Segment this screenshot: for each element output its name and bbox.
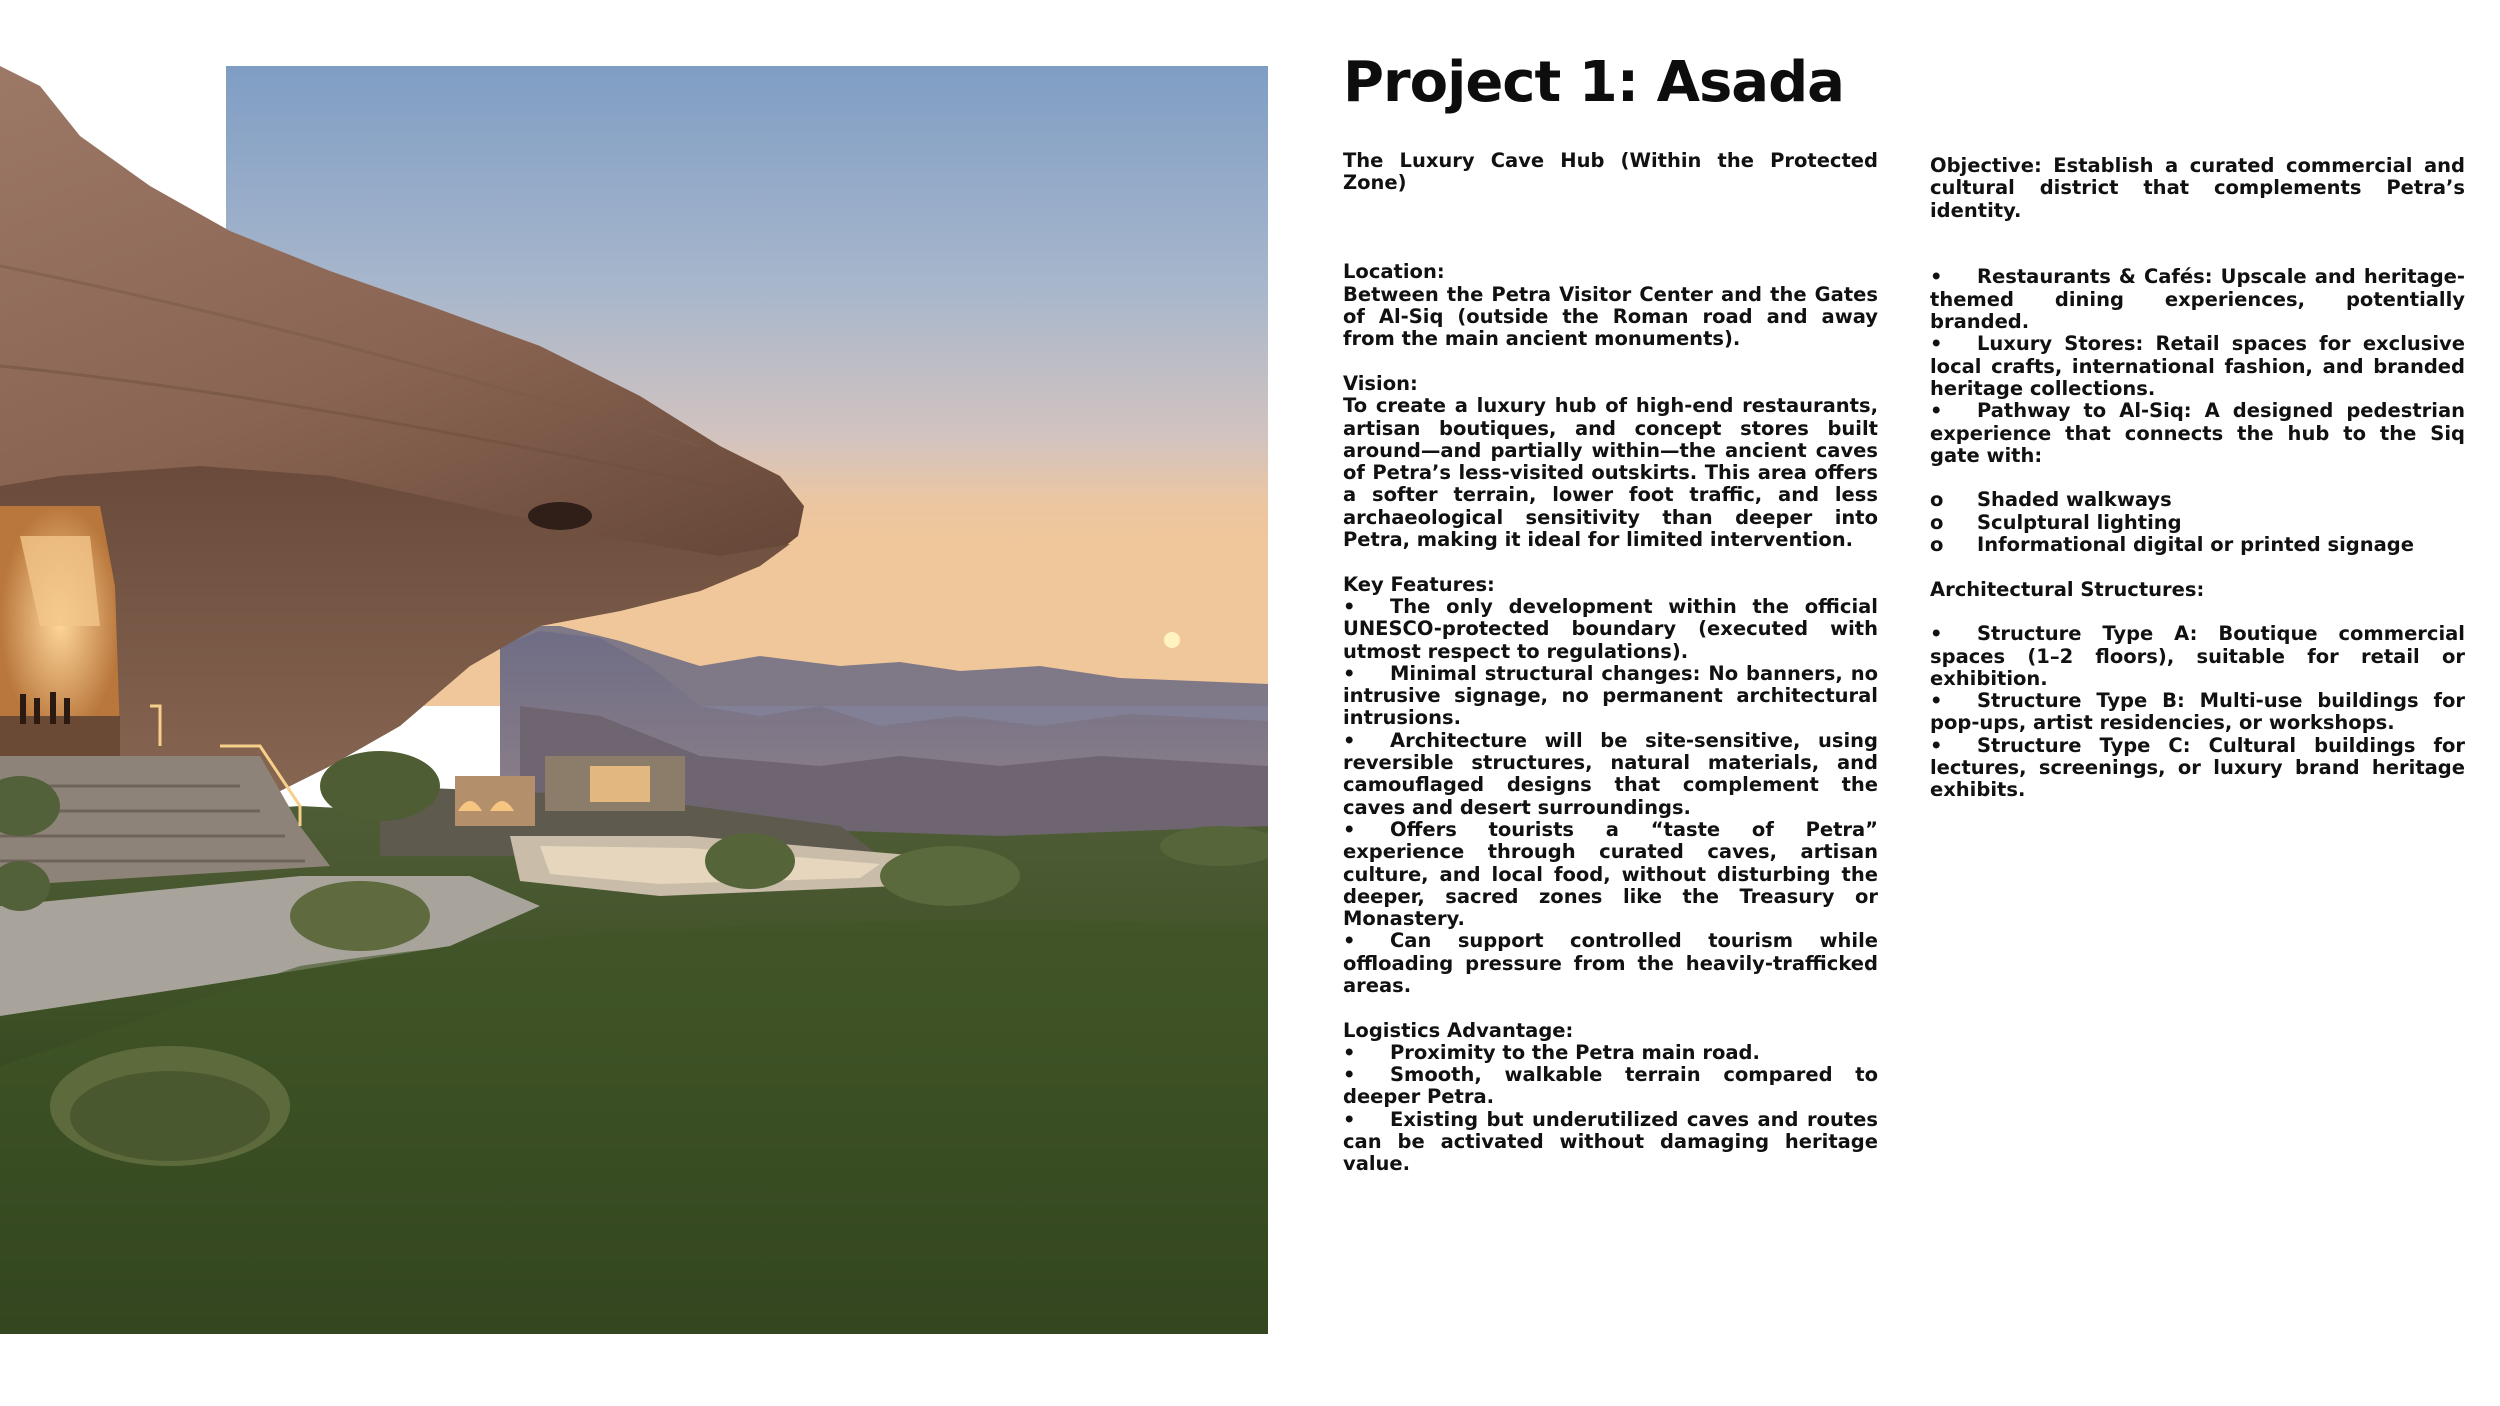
logistics-item: • Smooth, walkable terrain compared to deeper Petra. (1343, 1063, 1878, 1109)
structure-item: • Structure Type C: Cultural buildings for lectures, screenings, or luxury brand heritage exhibits. (1930, 733, 2465, 802)
right-column (1930, 155, 2465, 802)
pathway-item: o Sculptural lighting (1930, 510, 2182, 534)
hero-image (0, 66, 1268, 1334)
vision-heading: Vision: (1343, 371, 1418, 395)
vision-text: To create a luxury hub of high-end restaurants, artisan boutiques, and concept stores built around—and partially within—the ancient caves of Petra’s less-visited outskirts. This area offers a softer terrain, lower foot traffic, and less archaeological sensitivity than deeper into Petra, making it ideal for limited intervention. (1343, 394, 1878, 552)
subtitle: The Luxury Cave Hub (Within the Protected Zone) (1343, 149, 1878, 195)
offer-item: • Luxury Stores: Retail spaces for exclusive local crafts, international fashion, and branded heritage collections. (1930, 332, 2465, 400)
pathway-item: o Shaded walkways (1930, 488, 2172, 512)
logistics-item: • Existing but underutilized caves and routes can be activated without damaging heritage value. (1343, 1107, 1878, 1176)
location-text: Between the Petra Visitor Center and the Gates of Al-Siq (outside the Roman road and away from the main ancient monuments). (1343, 282, 1878, 351)
key-feature-item: • Can support controlled tourism while offloading pressure from the heavily-trafficked areas. (1343, 929, 1878, 997)
key-feature-item: • The only development within the official UNESCO-protected boundary (executed with utmost respect to regulations). (1343, 594, 1878, 663)
structure-item: • Structure Type A: Boutique commercial spaces (1–2 floors), suitable for retail or exhibition. (1930, 622, 2465, 690)
location-heading: Location: (1343, 260, 1445, 284)
left-column (1343, 150, 1878, 1176)
offer-item: • Restaurants & Cafés: Upscale and heritage-themed dining experiences, potentially branded. (1930, 265, 2465, 334)
objective-text: Objective: Establish a curated commercial and cultural district that complements Petra’s identity. (1930, 154, 2465, 222)
page-title: Project 1: Asada (1343, 50, 1844, 115)
key-feature-item: • Architecture will be site-sensitive, using reversible structures, natural materials, and camouflaged designs that complement the caves and desert surroundings. (1343, 728, 1878, 819)
key-feature-item: • Offers tourists a “taste of Petra” experience through curated caves, artisan culture, and local food, without disturbing the deeper, sacred zones like the Treasury or Monastery. (1343, 817, 1878, 931)
logistics-item: • Proximity to the Petra main road. (1343, 1040, 1760, 1064)
structure-item: • Structure Type B: Multi-use buildings for pop-ups, artist residencies, or workshops. (1930, 689, 2465, 735)
hero-illustration (0, 66, 1268, 1334)
key-features-heading: Key Features: (1343, 572, 1495, 596)
logistics-heading: Logistics Advantage: (1343, 1018, 1574, 1042)
offer-item: • Pathway to Al-Siq: A designed pedestrian experience that connects the hub to the Siq gate with: (1930, 399, 2465, 467)
key-feature-item: • Minimal structural changes: No banners, no intrusive signage, no permanent architectural intrusions. (1343, 661, 1878, 730)
pathway-item: o Informational digital or printed signage (1930, 533, 2414, 557)
structures-heading: Architectural Structures: (1930, 577, 2205, 601)
